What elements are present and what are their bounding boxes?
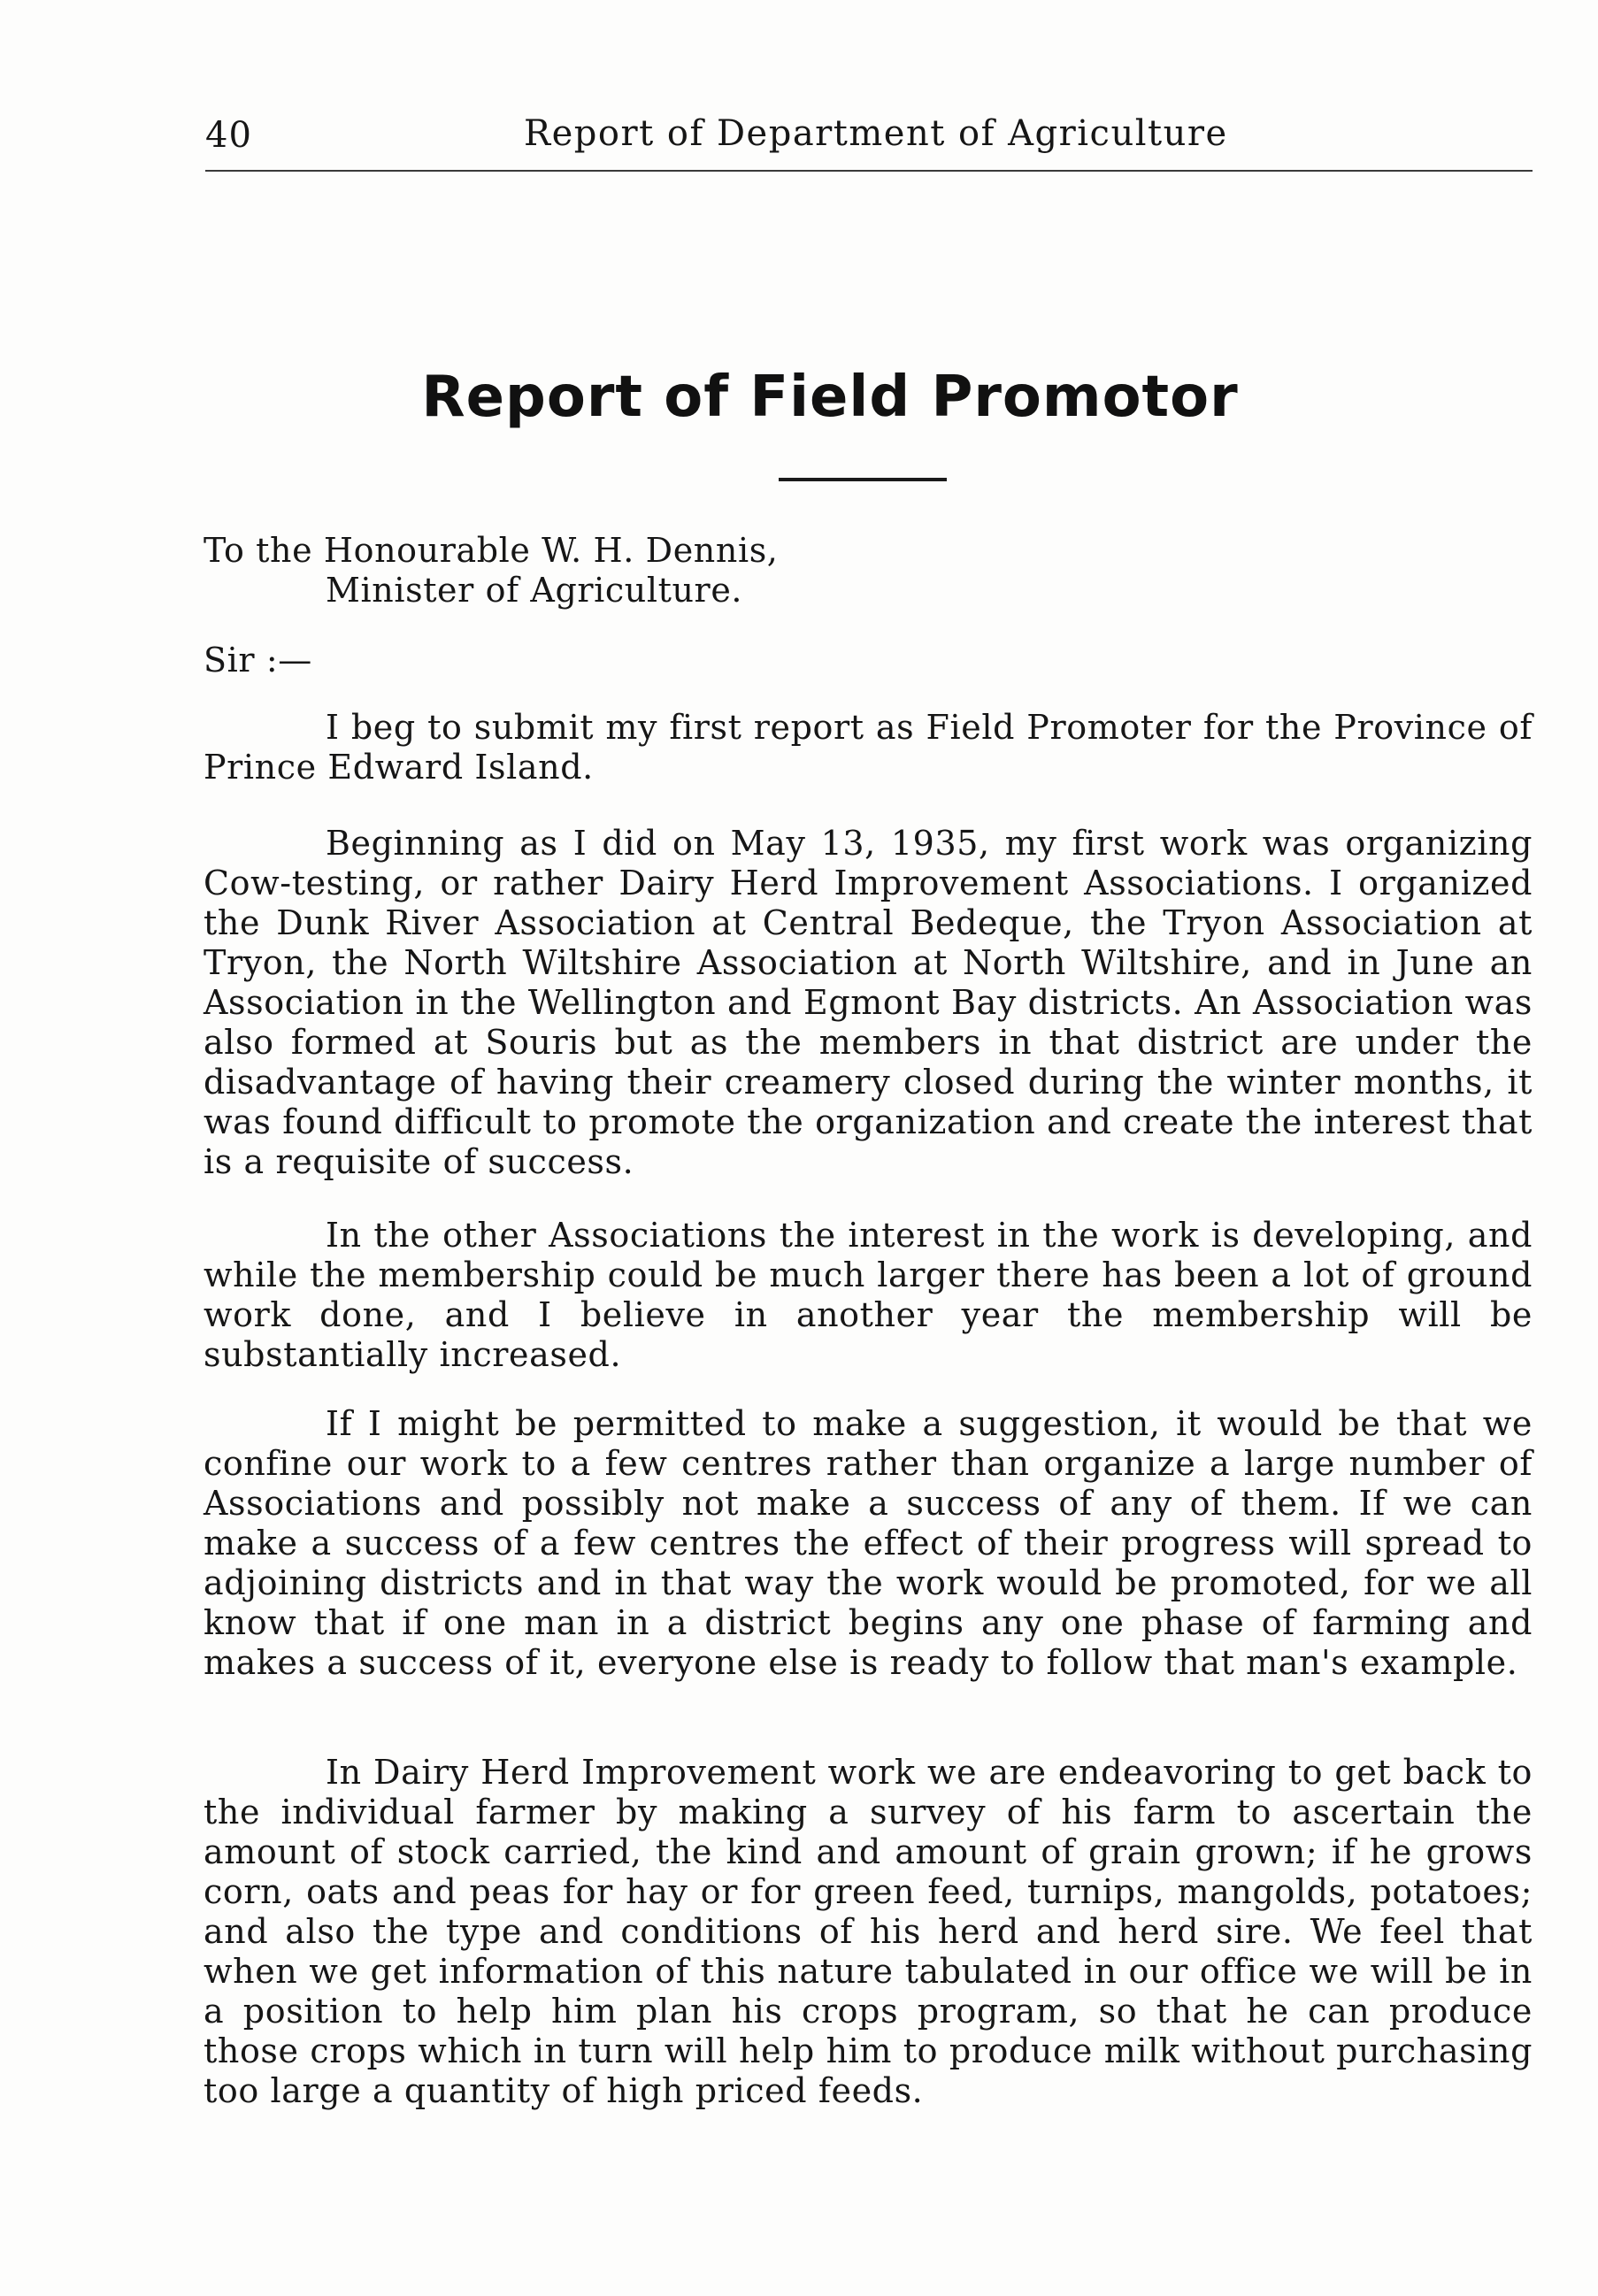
title-underline [779,478,947,481]
addressee [204,531,1533,610]
paragraph-1: I beg to submit my first report as Field Promoter for the Province of Prince Edward Island. [204,708,1533,787]
paragraph-4: If I might be permitted to make a suggestion, it would be that we confine our work to a few centres rather than organize a large number of Associations and possibly not make a success of any of them. If we can make a success of a few centres the effect of their progress will spread to adjoining districts and in that way the work would be promoted, for we all know that if one man in a district begins any one phase of farming and makes a success of it, everyone else is ready to follow that man's example. [204,1404,1533,1682]
page-number: 40 [205,115,252,156]
running-title: Report of Department of Agriculture [524,113,1228,154]
report-title: Report of Field Promotor [421,365,1239,430]
addressee-line-2: Minister of Agriculture. [326,571,743,610]
running-header [205,108,1533,161]
addressee-line-1: To the Honourable W. H. Dennis, [204,531,779,570]
paragraph-2: Beginning as I did on May 13, 1935, my first work was organizing Cow-testing, or rather Dairy Herd Improvement Associations. I organized the Dunk River Association at Central Bedeque, the Tryon Association at Tryon, the North Wiltshire Association at North Wiltshire, and in June an Association in the Wellington and Egmont Bay districts. An Association was also formed at Souris but as the members in that district are under the disadvantage of having their creamery closed during the winter months, it was found difficult to promote the organization and create the interest that is a requisite of success. [204,824,1533,1181]
paragraph-5: In Dairy Herd Improvement work we are endeavoring to get back to the individual farmer by making a survey of his farm to ascertain the amount of stock carried, the kind and amount of grain grown; if he grows corn, oats and peas for hay or for green feed, turnips, mangolds, potatoes; and also the type and conditions of his herd and herd sire. We feel that when we get information of this nature tabulated in our office we will be in a position to help him plan his crops program, so that he can produce those crops which in turn will help him to produce milk without purchasing too large a quantity of high priced feeds. [204,1753,1533,2110]
paragraph-3: In the other Associations the interest in the work is developing, and while the membership could be much larger there has been a lot of ground work done, and I believe in another year the membership will be substantially increased. [204,1216,1533,1374]
header-rule [205,170,1533,172]
salutation: Sir :— [204,641,312,680]
